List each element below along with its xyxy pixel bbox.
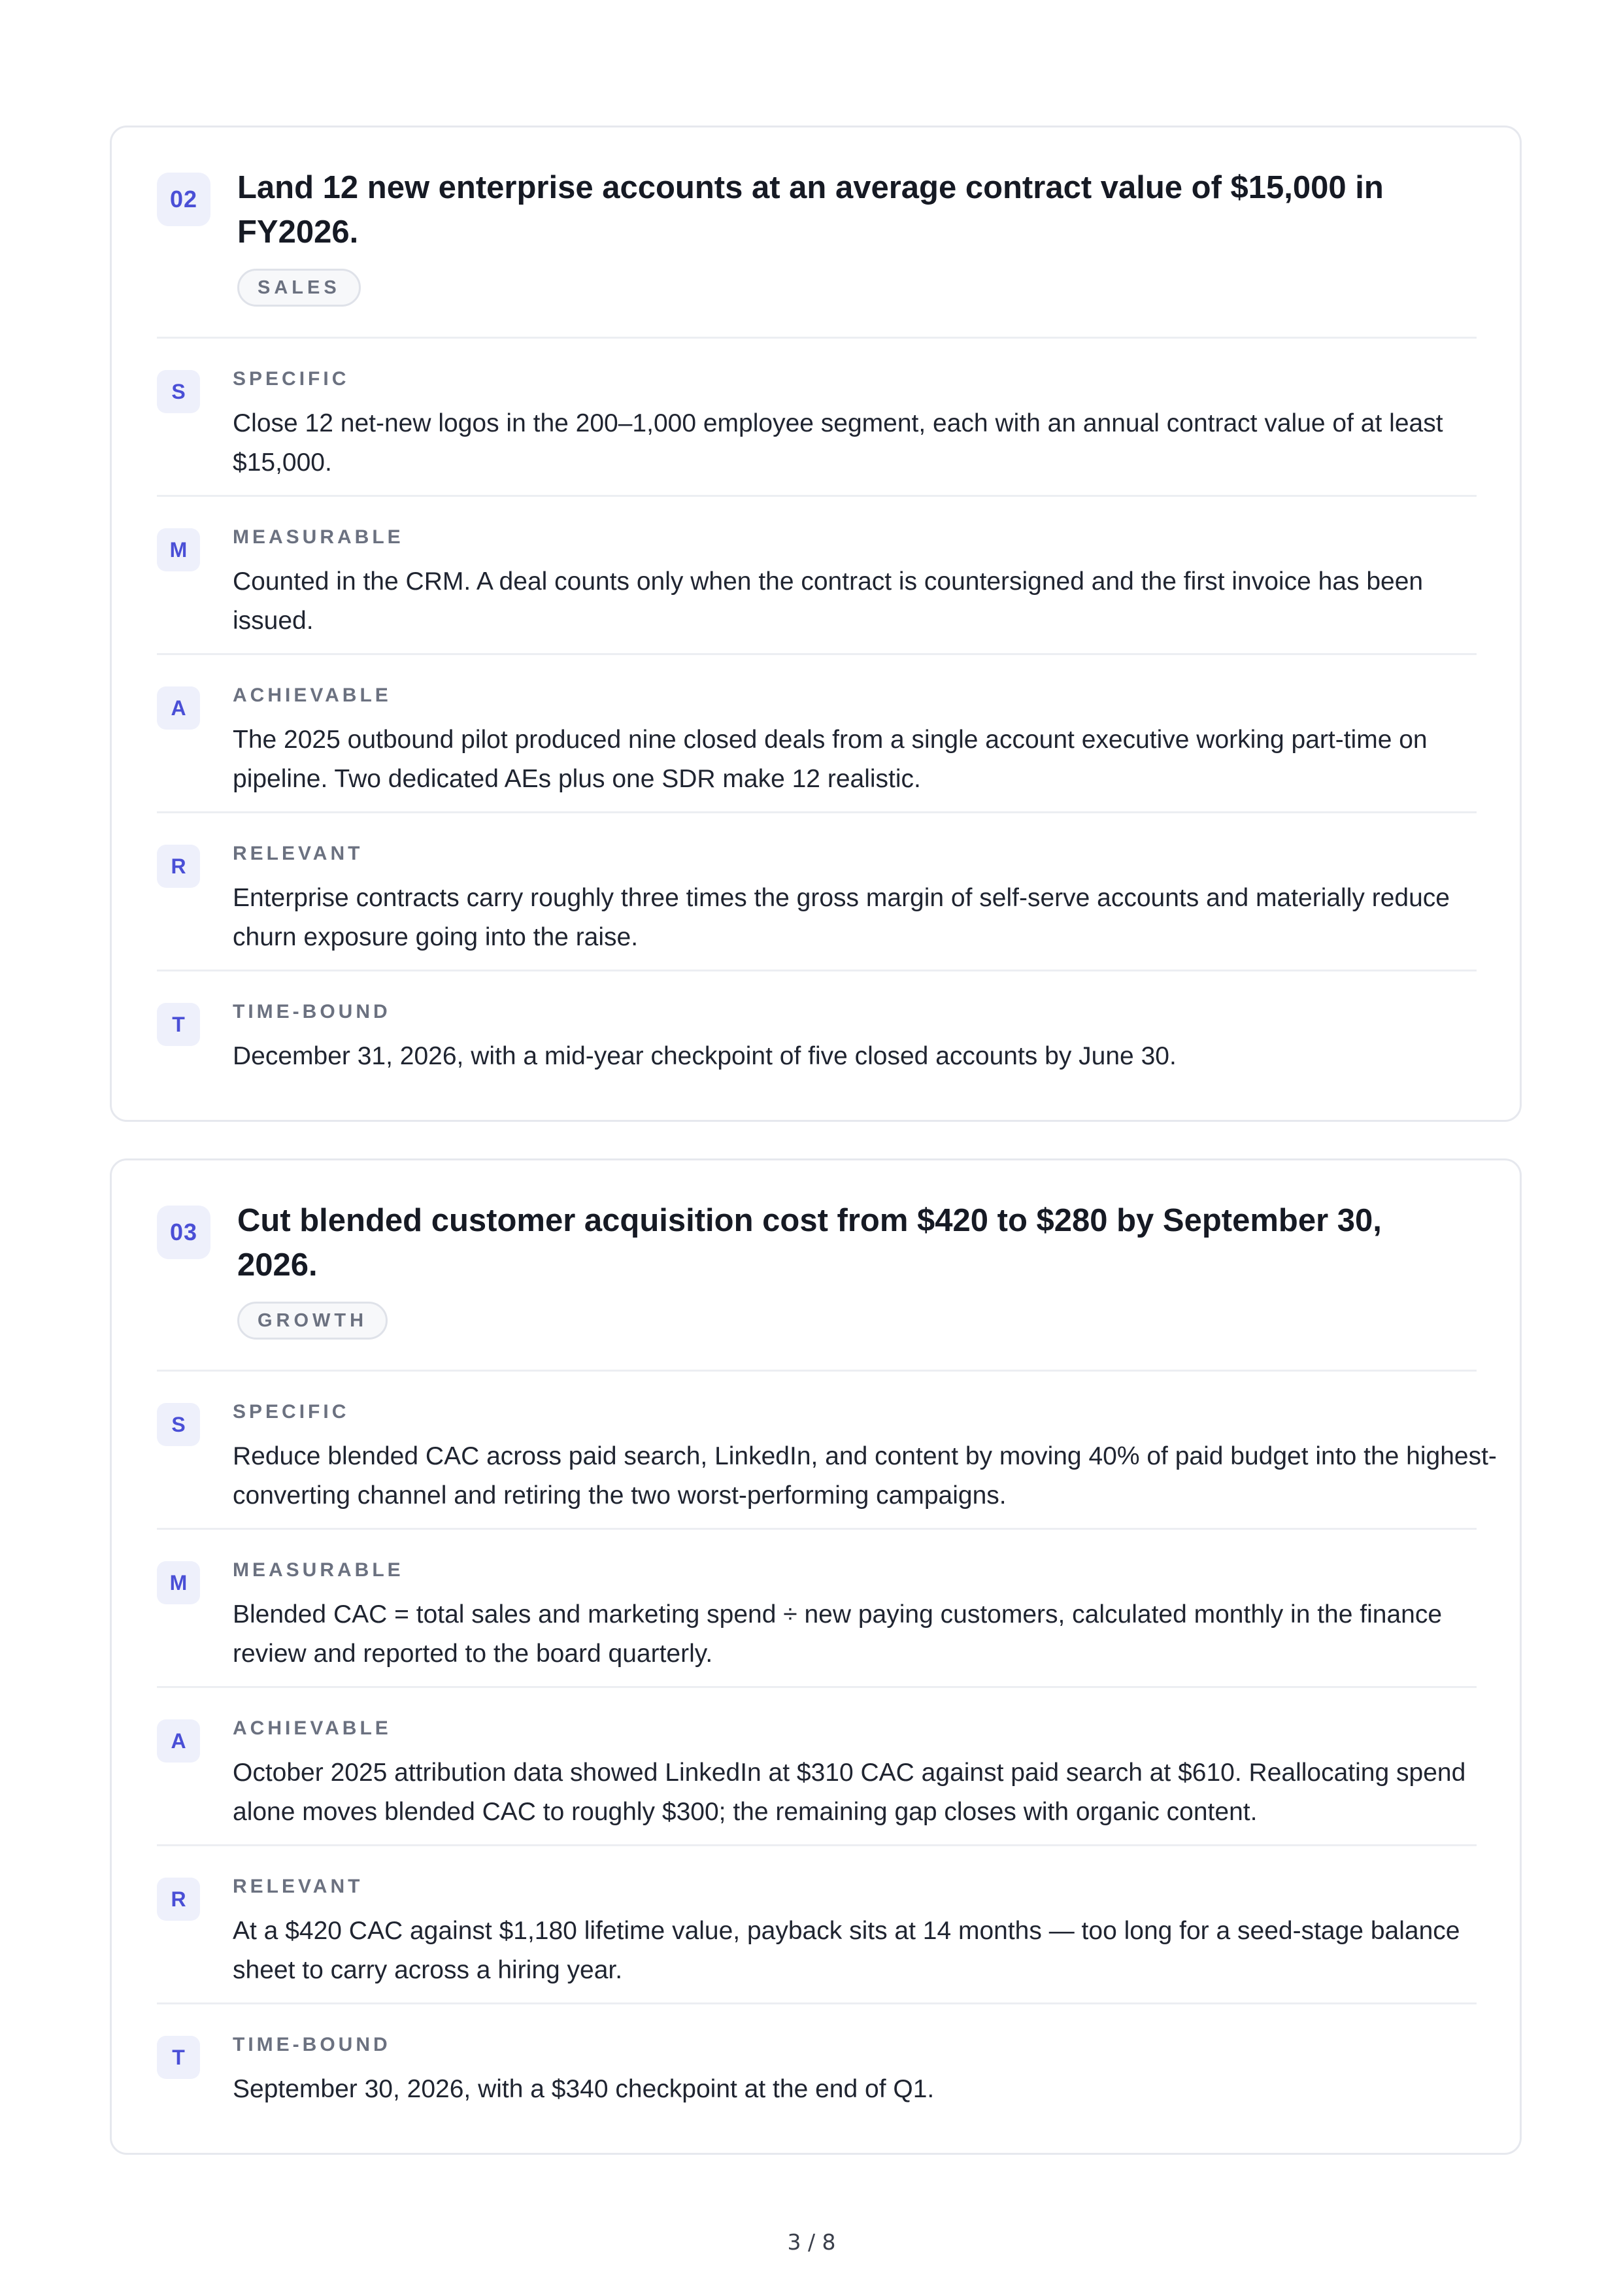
criterion-label: TIME-BOUND bbox=[233, 2034, 391, 2055]
criterion-time-bound bbox=[157, 971, 1477, 1130]
goal-number-badge: 02 bbox=[157, 173, 210, 226]
criterion-label: ACHIEVABLE bbox=[233, 684, 392, 706]
goal-title: Cut blended customer acquisition cost from $420 to $280 by September 30, 2026. bbox=[237, 1203, 1382, 1283]
criterion-label: SPECIFIC bbox=[233, 368, 350, 390]
criterion-label: MEASURABLE bbox=[233, 526, 404, 548]
goal-card bbox=[110, 1158, 1522, 2155]
criterion-text: October 2025 attribution data showed LinkedIn at $310 CAC against paid search at $610. Reallocating spend alone moves blended CAC to roughly $300; the remaining gap closes with organic content. bbox=[233, 1759, 1466, 1826]
criterion-label: ACHIEVABLE bbox=[233, 1717, 392, 1739]
goal-card bbox=[110, 126, 1522, 1122]
criterion-letter-badge: A bbox=[157, 1719, 200, 1763]
criterion-text: Enterprise contracts carry roughly three times the gross margin of self-serve accounts and materially reduce churn exposure going into the raise. bbox=[233, 884, 1450, 951]
criterion-label: RELEVANT bbox=[233, 843, 363, 864]
criterion-text: December 31, 2026, with a mid-year checkpoint of five closed accounts by June 30. bbox=[233, 1042, 1177, 1070]
criterion-text: Close 12 net-new logos in the 200–1,000 employee segment, each with an annual contract value of at least $15,000. bbox=[233, 409, 1443, 477]
criterion-measurable bbox=[157, 1530, 1477, 1688]
criterion-letter-badge: T bbox=[157, 2036, 200, 2079]
criterion-text: September 30, 2026, with a $340 checkpoint at the end of Q1. bbox=[233, 2075, 935, 2103]
criterion-text: Reduce blended CAC across paid search, LinkedIn, and content by moving 40% of paid budget into the highest-converting channel and retiring the two worst-performing campaigns. bbox=[233, 1442, 1497, 1510]
criterion-time-bound bbox=[157, 2004, 1477, 2163]
criterion-letter-badge: S bbox=[157, 1403, 200, 1446]
criterion-letter-badge: R bbox=[157, 845, 200, 888]
goal-number-badge: 03 bbox=[157, 1206, 210, 1259]
criterion-specific bbox=[157, 1372, 1497, 1530]
criterion-letter-badge: A bbox=[157, 686, 200, 730]
goal-title: Land 12 new enterprise accounts at an average contract value of $15,000 in FY2026. bbox=[237, 170, 1384, 250]
criterion-measurable bbox=[157, 497, 1477, 655]
criterion-letter-badge: M bbox=[157, 1561, 200, 1604]
criterion-relevant bbox=[157, 813, 1477, 971]
criterion-letter-badge: S bbox=[157, 370, 200, 413]
criterion-label: TIME-BOUND bbox=[233, 1001, 391, 1022]
criterion-achievable bbox=[157, 1688, 1477, 1846]
goal-category-tag: GROWTH bbox=[237, 1302, 388, 1340]
criterion-text: The 2025 outbound pilot produced nine closed deals from a single account executive working part-time on pipeline. Two dedicated AEs plus one SDR make 12 realistic. bbox=[233, 726, 1428, 793]
criterion-label: SPECIFIC bbox=[233, 1401, 350, 1423]
criterion-text: Counted in the CRM. A deal counts only when the contract is countersigned and the first invoice has been issued. bbox=[233, 567, 1424, 635]
goal-category-tag: SALES bbox=[237, 269, 361, 307]
criterion-specific bbox=[157, 339, 1477, 497]
criterion-text: At a $420 CAC against $1,180 lifetime value, payback sits at 14 months — too long for a seed-stage balance sheet to carry across a hiring year. bbox=[233, 1917, 1460, 1984]
page-number: 3 / 8 bbox=[787, 2229, 836, 2255]
criterion-achievable bbox=[157, 655, 1477, 813]
smart-criteria-list bbox=[157, 339, 1477, 1130]
smart-criteria-list bbox=[157, 1372, 1497, 2163]
criterion-text: Blended CAC = total sales and marketing spend ÷ new paying customers, calculated monthly in the finance review and reported to the board quarterly. bbox=[233, 1600, 1443, 1668]
criterion-label: MEASURABLE bbox=[233, 1559, 404, 1581]
criterion-letter-badge: T bbox=[157, 1003, 200, 1046]
criterion-label: RELEVANT bbox=[233, 1876, 363, 1897]
criterion-relevant bbox=[157, 1846, 1477, 2004]
criterion-letter-badge: M bbox=[157, 528, 200, 571]
criterion-letter-badge: R bbox=[157, 1878, 200, 1921]
